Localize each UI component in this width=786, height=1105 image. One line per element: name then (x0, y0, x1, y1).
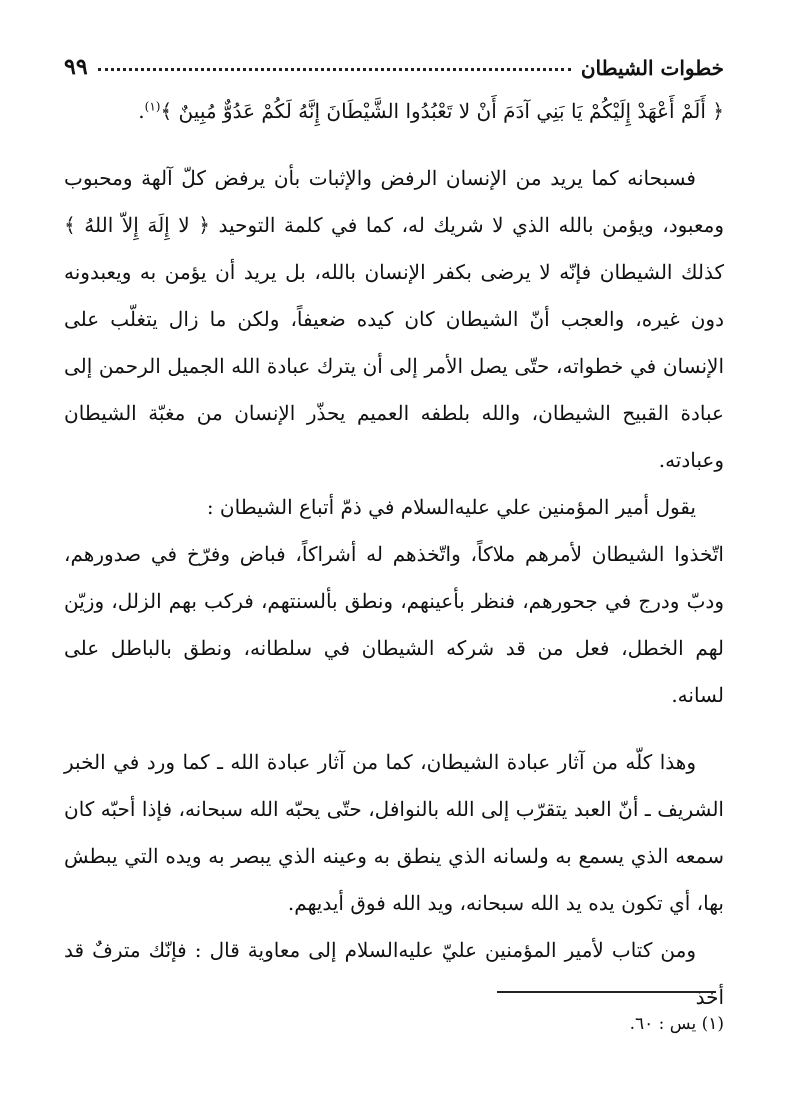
header-dotted-leader (98, 68, 571, 71)
footnote-separator (497, 991, 716, 993)
verse-end-punctuation: . (138, 99, 145, 123)
paragraph-letter-to-muawiya: ومن كتاب لأمير المؤمنين عليّ عليه‌السلام إلى معاوية قال : فإنّك مترفٌ قد أخذ (64, 938, 724, 1009)
paragraph-tawhid: فسبحانه كما يريد من الإنسان الرفض والإثبات بأن يرفض كلّ آلهة ومحبوب ومعبود، ويؤمن بالله الذي لا شريك له، كما في كلمة التوحيد ﴿ لا إِلَهَ إِلاّ اللهُ ﴾ كذلك الشيطان فإنّه لا يرضى بكفر الإنسان بالله، بل يريد أن يؤمن به ويعبدونه دون غيره، والعجب أنّ الشيطان كان كيده ضعيفاً، ولكن ما زال يتغلّب على الإنسان في خطواته، حتّى يصل الأمر إلى أن يترك عبادة الله الجميل الرحمن إلى عبادة القبيح الشيطان، والله بلطفه العميم يحذّر الإنسان من مغبّة الشيطان وعبادته. (64, 166, 724, 472)
paragraph-imam-intro: يقول أمير المؤمنين علي عليه‌السلام في ذمّ أتباع الشيطان : (206, 495, 696, 519)
running-title: خطوات الشيطان (580, 56, 724, 80)
quran-verse-text: ﴿ أَلَمْ أَعْهَدْ إِلَيْكُمْ يَا بَنِي آدَمَ أَنْ لا تَعْبُدُوا الشَّيْطَانَ إِنَّهُ لَكُمْ عَدُوٌّ مُبِينٌ ﴾ (160, 99, 724, 123)
footnote: (١) يس : ٦٠. (629, 1014, 724, 1034)
quran-verse-paragraph (64, 88, 724, 135)
page-body (64, 88, 724, 1021)
page-number: ٩٩ (64, 54, 88, 80)
footnote-marker: (١) (144, 99, 161, 114)
paragraph-effects-of-worship: وهذا كلّه من آثار عبادة الشيطان، كما من آثار عبادة الله ـ كما ورد في الخبر الشريف ـ أنّ العبد يتقرّب إلى الله بالنوافل، حتّى يحبّه الله سبحانه، فإذا أحبّه كان سمعه الذي يسمع به ولسانه الذي ينطق به وعينه الذي يبصر به ويده التي يبطش بها، أي تكون يده يد الله سبحانه، ويد الله فوق أيديهم. (64, 750, 724, 915)
paragraph-imam-quote: اتّخذوا الشيطان لأمرهم ملاكاً، واتّخذهم له أشراكاً، فباض وفرّخ في صدورهم، ودبّ ودرج في جحورهم، فنظر بأعينهم، ونطق بألسنتهم، فركب بهم الزلل، وزيّن لهم الخطل، فعل من قد شركه الشيطان في سلطانه، ونطق بالباطل على لسانه. (64, 542, 724, 707)
page-header (64, 44, 724, 80)
